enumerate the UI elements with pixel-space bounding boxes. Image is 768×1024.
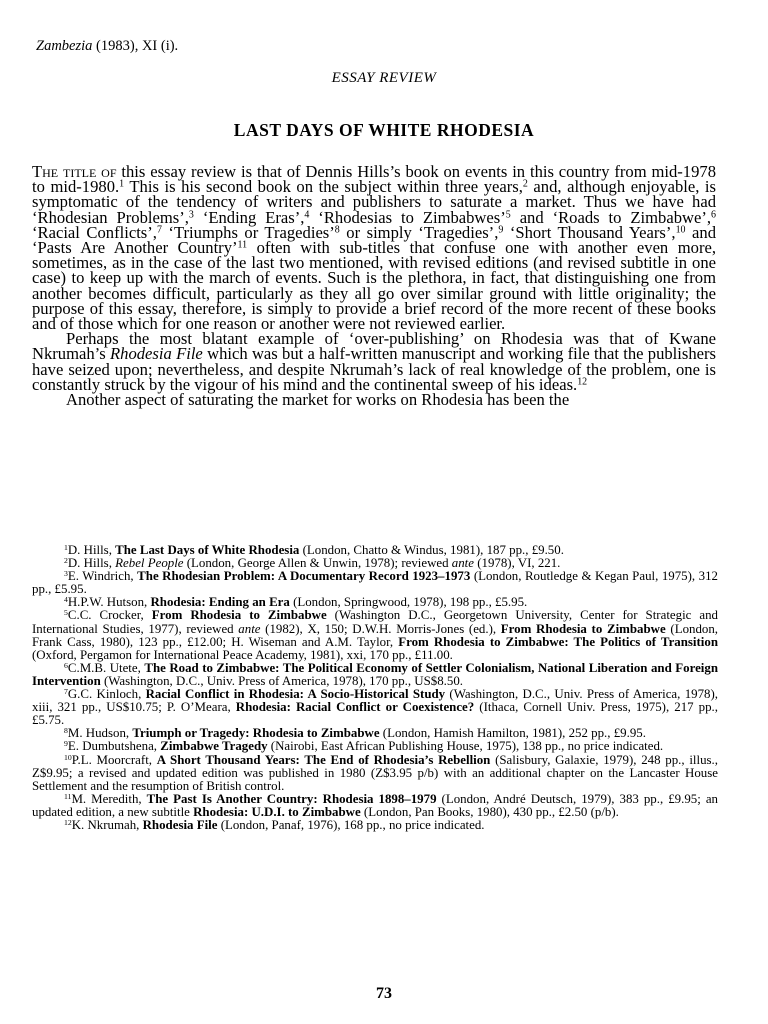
- footnote: $^5$C.C. Crocker, From Rhodesia to Zimbabwe (Washington D.C., Georgetown University, Center for Strategic and International Studies, 1977), reviewed ante (1982), X, 150; D.W.H. Morris-Jones (ed.), From Rhodesia to Zimbabwe (London, Frank Cass, 1980), 123 pp., £12.00; H. Wiseman and A.M. Taylor, From Rhodesia to Zimbabwe: The Politics of Transition (Oxford, Pergamon for International Peace Academy, 1981), xxi, 170 pp., £11.00.: [32, 608, 719, 662]
- footnote: $^4$H.P.W. Hutson, Rhodesia: Ending an Era (London, Springwood, 1978), 198 pp., £5.95.: [64, 595, 528, 610]
- body-paragraph: Another aspect of saturating the market for works on Rhodesia has been the: [66, 390, 570, 410]
- journal-header: [36, 38, 178, 55]
- footnote: $^7$G.C. Kinloch, Racial Conflict in Rhodesia: A Socio-Historical Study (Washington, D.C., Univ. Press of America, 1978), xiii, 321 pp., US$10.75; P. O’Meara, Rhodesia: Racial Conflict or Coexistence? (Ithaca, Cornell Univ. Press, 1975), 217 pp., £5.75.: [32, 686, 719, 728]
- footnote: $^9$E. Dumbutshena, Zimbabwe Tragedy (Nairobi, East African Publishing House, 1975), 138 pp., no price indicated.: [64, 739, 664, 754]
- footnotes: [32, 544, 718, 832]
- footnote: $^2$D. Hills, Rebel People (London, George Allen & Unwin, 1978); reviewed ante (1978), VI, 221.: [64, 555, 561, 571]
- footnote: $^{11}$M. Meredith, The Past Is Another Country: Rhodesia 1898–1979 (London, André Deutsch, 1979), 383 pp., £9.95; an updated edition, a new subtitle Rhodesia: U.D.I. to Zimbabwe (London, Pan Books, 1980), 430 pp., £2.50 (p/b).: [32, 791, 718, 819]
- body-paragraph: The title of this essay review is that of Dennis Hills’s book on events in this country from mid-1978 to mid-1980.$^1$ This is his second book on the subject within three years,$^2$ and, although enjoyable, is symptomatic of the tendency of writers and publishers to saturate a market. Thus we have had ‘Rhodesian Problems’,$^3$ ‘Ending Eras’,$^4$ ‘Rhodesias to Zimbabwes’$^5$ and ‘Roads to Zimbabwe’,$^6$ ‘Racial Conflicts’,$^7$ ‘Triumphs or Tragedies’$^8$ or simply ‘Tragedies’,$^9$ ‘Short Thousand Years’,$^{10}$ and ‘Pasts Are Another Country’$^{11}$ often with sub-titles that confuse one with another even more, sometimes, as in the case of the last two mentioned, with revised editions (and revised subtitle in one case) to keep up with the march of events. Such is the plethora, in fact, that distinguishing one from another becomes difficult, particularly as they all go over similar ground with little originality; the purpose of this essay, therefore, is simply to provide a brief record of the more recent of these books and of those which for one reason or another were not reviewed earlier.: [32, 162, 716, 334]
- footnote: $^8$M. Hudson, Triumph or Tragedy: Rhodesia to Zimbabwe (London, Hamish Hamilton, 1981), 252 pp., £9.95.: [64, 726, 646, 741]
- footnote: $^{12}$K. Nkrumah, Rhodesia File (London, Panaf, 1976), 168 pp., no price indicated.: [64, 817, 485, 832]
- journal-title: Zambezia: [36, 38, 93, 54]
- article-body: [32, 162, 717, 410]
- footnote: $^1$D. Hills, The Last Days of White Rhodesia (London, Chatto & Windus, 1981), 187 pp., £9.50.: [64, 542, 564, 557]
- section-label: ESSAY REVIEW: [331, 70, 437, 86]
- footnote: $^{10}$P.L. Moorcraft, A Short Thousand Years: The End of Rhodesia’s Rebellion (Salisbury, Galaxie, 1979), 248 pp., illus., Z$9.95; a revised and updated edition was published in 1980 (Z$3.95 p/b) with an additional chapter on the Lancaster House Settlement and the resumption of British control.: [32, 752, 719, 793]
- journal-details: (1983), XI (i).: [92, 38, 179, 54]
- footnote: $^3$E. Windrich, The Rhodesian Problem: A Documentary Record 1923–1973 (London, Routledge & Kegan Paul, 1975), 312 pp., £5.95.: [32, 568, 718, 597]
- body-paragraph: Perhaps the most blatant example of ‘over-publishing’ on Rhodesia was that of Kwane Nkrumah’s Rhodesia File which was but a half-written manuscript and working file that the publishers have seized upon; nevertheless, and despite Nkrumah’s lack of real knowledge of the problem, one is constantly struck by the vigour of his mind and the continental sweep of his ideas.$^{12}$: [32, 329, 717, 394]
- page-number: 73: [376, 985, 392, 1002]
- footnote: $^6$C.M.B. Utete, The Road to Zimbabwe: The Political Economy of Settler Colonialism, National Liberation and Foreign Intervention (Washington, D.C., Univ. Press of America, 1978), 170 pp., US$8.50.: [32, 660, 718, 688]
- article-title: LAST DAYS OF WHITE RHODESIA: [233, 120, 535, 140]
